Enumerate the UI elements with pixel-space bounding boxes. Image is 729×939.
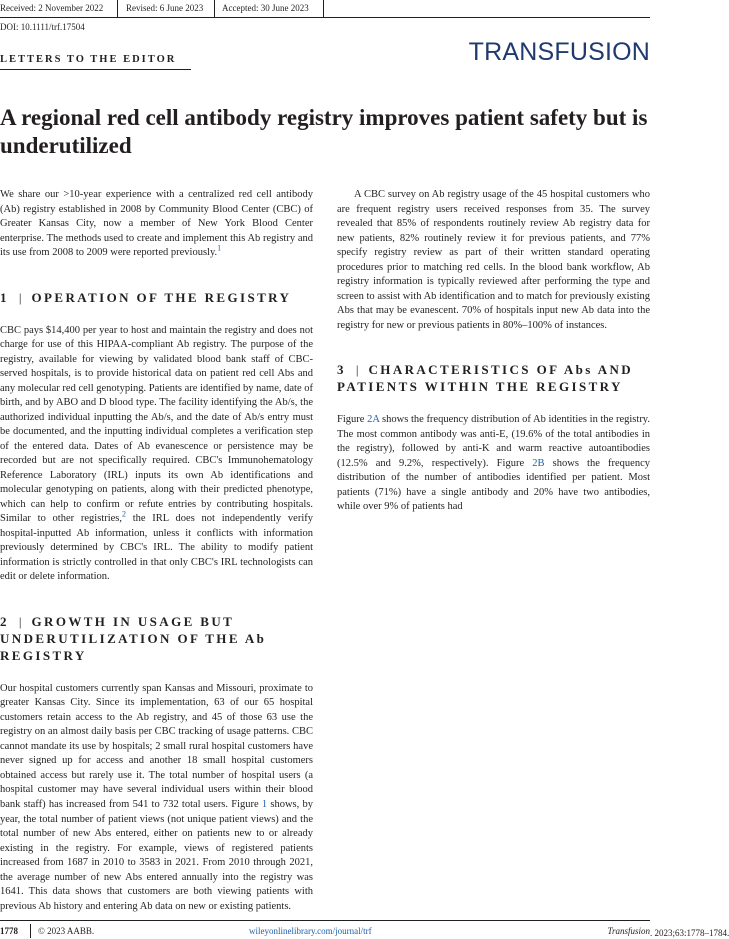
figure-link[interactable]: 2B — [532, 457, 545, 469]
reference-link[interactable]: 1 — [217, 243, 222, 253]
doi[interactable]: DOI: 10.1111/trf.17504 — [0, 22, 85, 32]
journal-url[interactable]: wileyonlinelibrary.com/journal/trf — [249, 926, 372, 936]
left-column — [0, 188, 313, 914]
section-2-paragraph: Our hospital customers currently span Kansas and Missouri, proximate to greater Kansas City. Since its implementation, 63 of our 65 hospital customers retain access to the Ab registry, and 45 of those 63 use the registry on an almost daily basis per CBC tracking of usage patterns. CBC cannot mandate its use by hospitals; 2 small rural hospital customers have never signed up for access and another 18 small hospital customers obtained access but rarely use it. The total number of hospital users (a hospital customer may have several individual users within their blood bank staff) has increased from 541 to 732 total users. Figure 1 shows, by year, the total number of patient views (not unique patient views) and the total number of new Abs entered, either on patients new to or already existing in the registry. For example, views of registered patients increased from 1687 in 2010 to 3583 in 2021. From 2010 through 2021, the average number of new Abs entered annually into the registry was 1641. This data shows that customers are both viewing patients with previous Ab history and entering Ab data on new or existing patients. — [0, 682, 313, 912]
section-1-paragraph: CBC pays $14,400 per year to host and maintain the registry and does not charge for use of this HIPAA-compliant Ab registry. The purpose of the registry, available for viewing by validated blood bank staff of CBC-served hospitals, is to provide historical data on patient red cell Abs and any molecular red cell genotyping. Patients are identified by name, date of birth, and by ABO and D blood type. The facility identifying the Ab/s, the authorized individual inputting the Ab/s, and the date of Ab/s entry must be documented, and the inputting individual completes a verification step of the entered data. Dates of Ab evanescence or persistence may be recorded but are not specifically required. CBC's Immunohematology Reference Laboratory (IRL) inputs its own Ab identifications and molecular genotyping on patients, along with their predicted phenotype, which can help to confirm or refute entries by contributing hospitals. Similar to other registries,$^2$ the IRL does not independently verify hospital-inputted Ab information, unless it conflicts with information previously determined by CBC's IRL. The ability to modify patient information is strictly controlled in that only CBC's IRL technologists can edit or delete information. — [0, 324, 313, 583]
accepted-date: Accepted: 30 June 2023 — [222, 3, 309, 13]
divider — [30, 924, 31, 938]
section-2-heading: 2 | GROWTH IN USAGE BUT UNDERUTILIZATION OF THE Ab REGISTRY — [0, 613, 267, 663]
intro-paragraph: We share our >10-year experience with a centralized red cell antibody (Ab) registry established in 2008 by Community Blood Center (CBC) of Greater Kansas City, now a member of New York Blood Center enterprise. The methods used to create and implement this Ab registry and its use from 2008 to 2009 were reported previously.$^1$ — [0, 189, 313, 259]
divider — [214, 0, 215, 17]
section-underline — [0, 69, 191, 70]
article-title: A regional red cell antibody registry improves patient safety but is underutilized — [0, 105, 648, 158]
survey-paragraph: A CBC survey on Ab registry usage of the 45 hospital customers who are frequent registry users received responses from 35. The survey revealed that 85% of respondents routinely review Ab registry data for new patients, 82% routinely review it for previous patients, and 77% specify registry review as part of their written standard operating procedures prior to matching red cells. In the blood bank workflow, Ab registry information is typically reviewed after performing the type and screen to assist with Ab identification and to match for previously existing Abs that may be evanescent. 70% of hospitals input new Ab data into the registry for new or previous patients in 80%–100% of instances. — [337, 189, 650, 331]
received-date: Received: 2 November 2022 — [0, 3, 104, 13]
revised-date: Revised: 6 June 2023 — [126, 3, 204, 13]
figure-link[interactable]: 2A — [367, 414, 380, 426]
page-footer — [0, 924, 729, 938]
section-1-heading: 1 | OPERATION OF THE REGISTRY — [0, 289, 292, 305]
footer-rule — [0, 920, 650, 921]
section-3-heading: 3 | CHARACTERISTICS OF Abs AND PATIENTS WITHIN THE REGISTRY — [337, 362, 634, 395]
section-label: LETTERS TO THE EDITOR — [0, 54, 177, 65]
divider — [323, 0, 324, 17]
divider — [117, 0, 118, 17]
journal-logo: TRANSFUSION — [468, 38, 650, 66]
figure-link[interactable]: 1 — [261, 798, 268, 810]
right-column — [337, 188, 650, 515]
citation: Transfusion . 2023;63:1778–1784. — [607, 926, 729, 938]
reference-link[interactable]: 2 — [121, 509, 126, 519]
copyright: © 2023 AABB. — [38, 926, 95, 936]
section-3-paragraph: Figure 2A shows the frequency distribution of Ab identities in the registry. The most common antibody was anti-E, (19.6% of the total antibodies in the registry), followed by anti-K and warm reactive autoantibodies (12.5% and 9.2%, respectively). Figure 2B shows the frequency distribution of the number of antibodies identified per patient. Most patients (71%) have a single antibody and 20% have two antibodies, while over 9% of patients had — [337, 414, 651, 513]
right-column-flow — [337, 188, 650, 515]
header-rule — [0, 17, 650, 18]
page-number: 1778 — [0, 926, 18, 936]
